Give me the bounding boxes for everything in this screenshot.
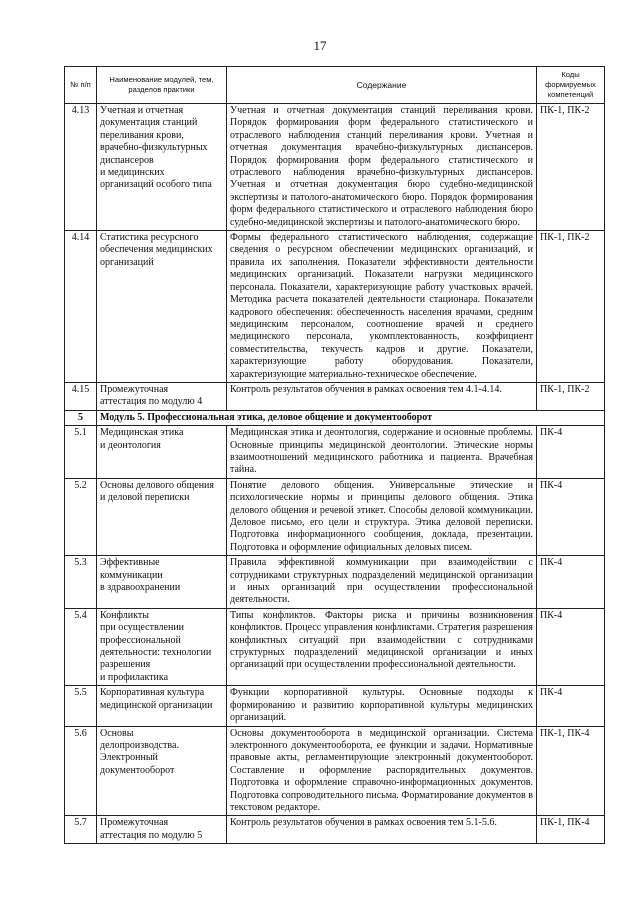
competence-codes: ПК-1, ПК-4 — [537, 726, 605, 816]
competence-codes: ПК-4 — [537, 556, 605, 609]
topic-name-line: деятельности: технологии — [100, 647, 212, 659]
header-content: Содержание — [227, 67, 537, 104]
topic-content: Понятие делового общения. Универсальные этические и психологические нормы и принципы делового общения. Этика делового общения и речевой этикет. Способы деловой коммуникации. Деловое письмо, его цели и структура. Этика деловой переписки. Подготовка информационного сообщения, доклада, презентации. Подготовка и оформление официальных деловых писем. — [227, 478, 537, 555]
topic-name-line: Конфликты — [100, 609, 149, 621]
module-number: 5 — [65, 410, 97, 425]
page-number: 17 — [313, 38, 327, 53]
topic-name — [97, 382, 227, 410]
topic-name — [97, 608, 227, 685]
topic-content: Контроль результатов обучения в рамках освоения тем 4.1-4.14. — [227, 382, 537, 410]
topic-name-line: врачебно-физкультурных — [100, 142, 208, 154]
topic-name-line: разрешения — [100, 659, 151, 671]
topic-name — [97, 686, 227, 726]
competence-codes: ПК-1, ПК-2 — [537, 231, 605, 383]
table-row — [65, 231, 605, 383]
topic-name-line: Основы делового общения — [100, 479, 215, 491]
topic-name-line: Статистика ресурсного — [100, 232, 199, 244]
topic-name-line: и профилактика — [100, 671, 169, 683]
topic-name-line: аттестация по модулю 4 — [100, 396, 203, 408]
module-heading-row — [65, 410, 605, 425]
table-header-row — [65, 67, 605, 104]
topic-name-line: при осуществлении — [100, 622, 185, 634]
table-row — [65, 816, 605, 844]
competence-codes: ПК-4 — [537, 608, 605, 685]
topic-number: 5.4 — [65, 608, 97, 685]
topic-name-line: Промежуточная — [100, 817, 169, 829]
header-num: № п/п — [65, 67, 97, 104]
topic-content: Контроль результатов обучения в рамках освоения тем 5.1-5.6. — [227, 816, 537, 844]
topic-name-line: Учетная и отчетная — [100, 105, 184, 116]
topic-number: 5.6 — [65, 726, 97, 816]
topic-content: Формы федерального статистического наблюдения, содержащие сведения о ресурсном обеспечении медицинских организаций, и правила их заполнения. Показатели эффективности деятельности медицинских организаций. Показатели нагрузки медицинского персонала. Показатели, характеризующие работу участковых врачей. Методика расчета показателей деятельности стационара. Показатели кадрового обеспечения: обеспеченность населения врачами, средним медицинским персоналом, соотношение врачей и среднего медицинского персонала, укомплектованность, коэффициент совместительства, текучесть кадров и другие. Показатели, характеризующие работу оборудования. Показатели, характеризующие материально-техническое обеспечение. — [227, 231, 537, 383]
topic-name — [97, 478, 227, 555]
table-row — [65, 426, 605, 479]
topic-number: 5.2 — [65, 478, 97, 555]
table-row — [65, 556, 605, 609]
topic-content: Правила эффективной коммуникации при взаимодействии с сотрудниками структурных подразделений медицинской организации и иных организаций при осуществлении профессиональной деятельности. — [227, 556, 537, 609]
topic-name-line: и деловой переписки — [100, 492, 190, 504]
topic-name-line: коммуникации — [100, 569, 163, 581]
header-name: Наименование модулей, тем, разделов практики — [97, 67, 227, 104]
topic-name — [97, 816, 227, 844]
topic-name-line: Электронный — [100, 752, 158, 764]
topic-name-line: документооборот — [100, 764, 175, 776]
topic-name-line: Медицинская этика — [100, 427, 184, 439]
topic-name-line: Основы — [100, 727, 134, 739]
topic-name — [97, 726, 227, 816]
topic-content: Медицинская этика и деонтология, содержание и основные проблемы. Основные принципы медицинской деонтологии. Этические нормы взаимоотношений медицинского работника и пациента. Врачебная тайна. — [227, 426, 537, 479]
topic-name — [97, 556, 227, 609]
topic-name — [97, 104, 227, 231]
topic-content: Функции корпоративной культуры. Основные подходы к формированию и развитию корпоративной культуры медицинских организаций. — [227, 686, 537, 726]
topic-name-line: документация станций — [100, 117, 198, 129]
topic-name-line: и деонтология — [100, 439, 161, 451]
topic-name-line: аттестация по модулю 5 — [100, 829, 203, 841]
header-codes: Коды формируемых компетенций — [537, 67, 605, 104]
topic-name — [97, 231, 227, 383]
topic-number: 4.13 — [65, 104, 97, 231]
topic-name-line: Эффективные — [100, 557, 160, 569]
competence-codes: ПК-4 — [537, 426, 605, 479]
topic-number: 5.5 — [65, 686, 97, 726]
topic-number: 5.3 — [65, 556, 97, 609]
topic-content: Типы конфликтов. Факторы риска и причины возникновения конфликтов. Процесс управления конфликтами. Стратегия разрешения конфликтных ситуаций при взаимодействии с сотрудниками структурных подразделений медицинской организации и иных организаций при осуществлении профессиональной деятельности. — [227, 608, 537, 685]
table-row — [65, 608, 605, 685]
topic-name-line: Промежуточная — [100, 383, 169, 395]
table-body — [65, 104, 605, 844]
table-row — [65, 726, 605, 816]
topic-name-line: медицинской организации — [100, 699, 213, 711]
competence-codes: ПК-1, ПК-2 — [537, 382, 605, 410]
topic-name-line: диспансеров — [100, 154, 154, 166]
table-row — [65, 382, 605, 410]
topic-name-line: Корпоративная культура — [100, 687, 205, 699]
topic-content: Основы документооборота в медицинской организации. Система электронного документооборота, ее функции и задачи. Нормативные правовые акты, регламентирующие электронный документооборот. Составление и оформление распорядительных документов. Подготовка и оформление справочно-информационных документов. Подготовка сопроводительного письма. Форматирование документов в текстовом редакторе. — [227, 726, 537, 816]
topic-name-line: и медицинских — [100, 167, 165, 179]
topic-name-line: делопроизводства. — [100, 739, 179, 751]
topic-name-line: организаций — [100, 256, 154, 268]
curriculum-table — [64, 66, 605, 844]
competence-codes: ПК-1, ПК-4 — [537, 816, 605, 844]
topic-number: 5.7 — [65, 816, 97, 844]
competence-codes: ПК-1, ПК-2 — [537, 104, 605, 231]
topic-name-line: профессиональной — [100, 634, 181, 646]
topic-name-line: организаций особого типа — [100, 179, 212, 191]
table-row — [65, 686, 605, 726]
topic-number: 4.15 — [65, 382, 97, 410]
topic-name-line: обеспечения медицинских — [100, 244, 213, 256]
competence-codes: ПК-4 — [537, 686, 605, 726]
competence-codes: ПК-4 — [537, 478, 605, 555]
module-title: Модуль 5. Профессиональная этика, деловое общение и документооборот — [97, 410, 605, 425]
table-row — [65, 478, 605, 555]
topic-name-line: в здравоохранении — [100, 582, 181, 594]
topic-name-line: переливания крови, — [100, 129, 184, 141]
topic-number: 5.1 — [65, 426, 97, 479]
topic-name — [97, 426, 227, 479]
topic-number: 4.14 — [65, 231, 97, 383]
table-row — [65, 104, 605, 231]
topic-content: Учетная и отчетная документация станций переливания крови. Порядок формирования форм федерального статистического и отраслевого наблюдения станций переливания крови. Учетная и отчетная документация врачебно-физкультурных диспансеров. Порядок формирования форм федерального статистического и отраслевого наблюдения врачебно-физкультурных диспансеров. Учетная и отчетная документация бюро судебно-медицинской экспертизы и патолого-анатомического бюро. Порядок формирования форм федерального статистического и отраслевого наблюдения бюро судебно-медицинской экспертизы и патолого-анатомического бюро. — [227, 104, 537, 231]
